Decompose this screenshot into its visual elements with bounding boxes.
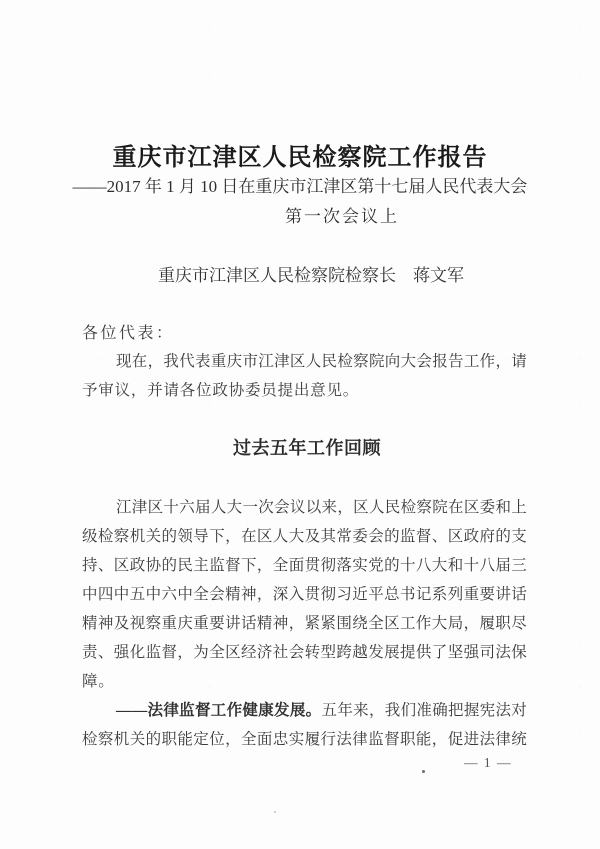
paragraph-line: 持、区政协的民主监督下，全面贯彻落实党的十八大和十八届三 — [82, 557, 527, 574]
scan-speck — [274, 811, 276, 813]
paragraph-line: 江津区十六届人大一次会议以来，区人民检察院在区委和上 — [116, 499, 527, 516]
salutation: 各位代表： — [82, 325, 175, 342]
intro-paragraph — [82, 347, 527, 405]
paragraph-line: 检察机关的职能定位，全面忠实履行法律监督职能，促进法律统 — [82, 731, 527, 748]
paragraph-line: 中四中五中六中全会精神，深入贯彻习近平总书记系列重要讲话 — [82, 586, 527, 603]
report-title: 重庆市江津区人民检察院工作报告 — [112, 145, 488, 171]
paragraph-line: 级检察机关的领导下，在区人大及其常委会的监督、区政府的支 — [82, 528, 527, 545]
scan-speck — [422, 770, 425, 773]
paragraph-line: 责、强化监督，为全区经济社会转型跨越发展提供了坚强司法保 — [82, 644, 527, 661]
section-heading: 过去五年工作回顾 — [233, 438, 381, 458]
page-number: — 1 — — [464, 755, 512, 770]
report-subtitle-line2: 第一次会议上 — [285, 207, 399, 226]
legal-supervision-paragraph — [82, 696, 527, 754]
report-author-line: 重庆市江津区人民检察院检察长 蒋文军 — [158, 266, 464, 285]
review-paragraph — [82, 493, 527, 696]
paragraph-line: 精神及视察重庆重要讲话精神，紧紧围绕全区工作大局，履职尽 — [82, 615, 527, 632]
paragraph-line — [82, 696, 527, 725]
report-subtitle-line1: ——2017 年 1 月 10 日在重庆市江津区第十七届人民代表大会 — [72, 177, 528, 196]
paragraph-line: 予审议，并请各位政协委员提出意见。 — [82, 382, 360, 399]
paragraph-line: 现在，我代表重庆市江津区人民检察院向大会报告工作，请 — [116, 353, 527, 370]
paragraph-bold-lead: ——法律监督工作健康发展。 — [116, 702, 322, 719]
paragraph-line: 障。 — [82, 673, 115, 690]
paragraph-text: 五年来，我们准确把握宪法对 — [321, 702, 527, 719]
